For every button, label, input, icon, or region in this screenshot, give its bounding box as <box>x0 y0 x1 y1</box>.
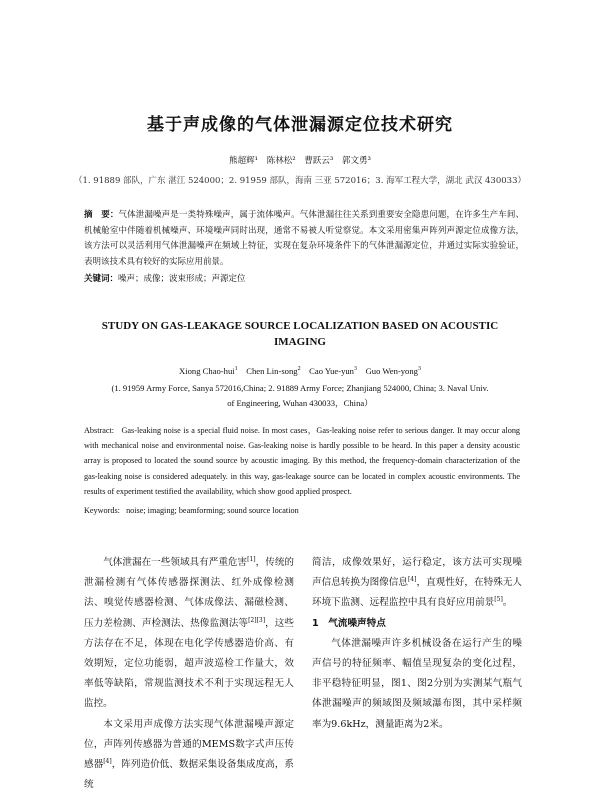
keywords-cn <box>84 272 524 284</box>
body-text: ，传统的泄漏检测有气体传感器探测法、红外成像检测法、嗅觉传感器检测、气体成像法、漏磁检测、压力差检测、声检测法、热像监测法等 <box>84 557 295 629</box>
author-en-affil: 3 <box>417 366 421 373</box>
citation-ref: [4] <box>407 576 417 584</box>
paper-title-cn: 基于声成像的气体泄漏源定位技术研究 <box>147 115 453 135</box>
author-en: Xiong Chao-hui <box>179 366 235 376</box>
body-column-right <box>312 553 522 735</box>
body-text: 。 <box>502 597 513 609</box>
author-en: Guo Wen-yong <box>365 366 418 376</box>
abstract-cn-label: 摘 要： <box>84 210 119 220</box>
authors-cn: 熊超辉¹ 陈林松² 曹跃云³ 郭文勇³ <box>229 156 371 166</box>
citation-ref: [4] <box>103 757 112 765</box>
affiliation-cn: （1. 91889 部队，广东 湛江 524000；2. 91959 部队，海南 三亚 572016；3. 海军工程大学，湖北 武汉 430033） <box>74 176 526 186</box>
body-paragraph: 气体泄漏噪声许多机械设备在运行产生的噪声信号的特征频率、幅值呈现复杂的变化过程，非平稳特征明显，图1、图2分别为实测某气瓶气体泄漏噪声的频域图及频域瀑布图，其中采样频率为9.6kHz，测量距离为2米。 <box>312 637 522 730</box>
body-text: ，阵列造价低、数据采集设备集成度高，系统 <box>84 759 295 791</box>
body-column-left <box>84 553 294 795</box>
body-text: 简洁，成像效果好，运行稳定，该方法可实现噪声信息转换为图像信息 <box>312 557 522 589</box>
abstract-en <box>84 423 520 499</box>
body-paragraph <box>84 715 294 795</box>
abstract-cn <box>84 208 524 270</box>
citation-ref: [5] <box>494 596 503 604</box>
keywords-en-label: Keywords: <box>84 506 120 515</box>
author-en-affil: 1 <box>234 366 238 373</box>
body-text: ，直观性好，在特殊无人环境下监测、远程监控中具有良好应用前景 <box>312 577 523 609</box>
body-text: 本文采用声成像方法实现气体泄漏噪声源定位，声阵列传感器为普通的MEMS数字式声压传感器 <box>84 718 294 771</box>
author-en-affil: 2 <box>297 366 301 373</box>
affiliation-en: (1. 91959 Army Force, Sanya 572016,China; 2. 91889 Army Force; Zhanjiang 524000, China; 3. Naval Univ. of Engineering, Wuhan 430033，China） <box>111 383 489 408</box>
abstract-en-label: Abstract: <box>84 426 115 435</box>
author-en-affil: 3 <box>353 366 357 373</box>
author-en: Chen Lin-song <box>246 366 298 376</box>
abstract-en-text: Gas-leaking noise is a special fluid noise. In most cases，Gas-leaking noise refer to serious danger. It may occur along with mechanical noise and environmental noise. Gas-leaking noise is hardly possible to be heard. In this paper a density acoustic array is proposed to located the sound source by acoustic imaging. By this method, the frequency-domain characterization of the gas-leaking noise is considered adequately. in this way, gas-leakage source can be located in complex acoustic environments. The results of experiment testified the availability, which show good applied prospect. <box>84 426 521 496</box>
paper-title-en: STUDY ON GAS-LEAKAGE SOURCE LOCALIZATION BASED ON ACOUSTIC IMAGING <box>101 320 499 348</box>
citation-ref: [1] <box>247 555 256 563</box>
keywords-cn-text: 噪声；成像；波束形成；声源定位 <box>118 274 246 284</box>
body-paragraph <box>312 553 522 614</box>
keywords-en-text: noise; imaging; beamforming; sound source location <box>126 506 299 515</box>
body-paragraph <box>84 553 294 715</box>
author-en: Cao Yue-yun <box>309 366 354 376</box>
body-text: 气体泄漏在一些领域具有严重危害 <box>103 557 248 568</box>
authors-en <box>0 366 600 376</box>
body-text: ，这些方法存在不足，体现在电化学传感器造价高、有效期短，定位功能弱，超声波巡检工作量大，效率低等缺陷，常规监测技术不利于实现远程无人监控。 <box>84 617 295 710</box>
citation-ref: [2][3] <box>248 616 266 624</box>
keywords-cn-label: 关键词： <box>84 274 119 284</box>
section-heading: 1 气流噪声特点 <box>312 617 386 629</box>
keywords-en <box>84 506 520 515</box>
abstract-cn-text: 气体泄漏噪声是一类特殊噪声，属于流体噪声。气体泄漏往往关系到重要安全隐患问题，在许多生产车间、机械舱室中伴随着机械噪声、环境噪声同时出现，通常不易被人听觉察觉。本文采用密集声阵列声源定位成像方法，该方法可以灵活利用气体泄漏噪声在频域上特征，实现在复杂环境条件下的气体泄漏源定位，并通过实际实验验证，表明该技术具有较好的实际应用前景。 <box>84 210 524 267</box>
